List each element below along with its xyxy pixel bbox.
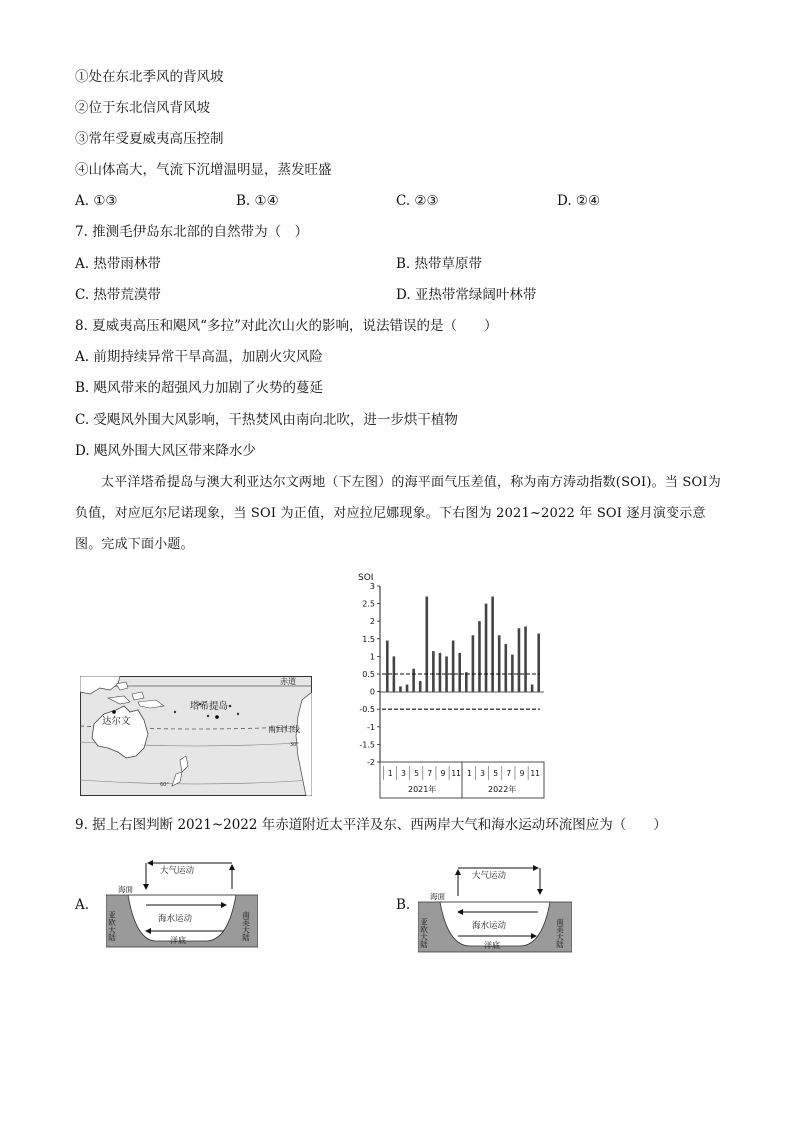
x-tick-label: 7	[427, 769, 433, 778]
y-tick-label: 0	[369, 687, 375, 697]
y-tick-label: -1.5	[359, 740, 375, 750]
diagram-b-surface-label: 海面	[430, 892, 445, 901]
q6-item-2: ②位于东北信风背风坡	[75, 100, 210, 116]
q9-option-b-label[interactable]: B.	[396, 897, 411, 913]
y-tick-label: -0.5	[359, 705, 375, 715]
soi-bar	[478, 621, 481, 691]
diagram-a-surface-label: 海面	[118, 885, 133, 894]
soi-bar	[485, 604, 488, 692]
passage-line-3: 图。完成下面小题。	[75, 537, 194, 552]
soi-bar	[425, 597, 428, 692]
y-tick-label: -1	[367, 722, 375, 732]
x-tick-label: 5	[414, 769, 420, 778]
q9-option-a-label[interactable]: A.	[75, 897, 90, 913]
equator-label: 赤道	[280, 677, 296, 686]
diagram-b-ocean-label: 海水运动	[472, 921, 507, 931]
q6-item-1: ①处在东北季风的背风坡	[75, 69, 224, 85]
year-label-2022: 2022年	[488, 785, 517, 794]
q7-option-d[interactable]: D. 亚热带常绿阔叶林带	[396, 287, 537, 303]
circulation-diagram-a[interactable]	[106, 855, 258, 951]
soi-bar	[511, 655, 514, 692]
y-tick-label: 0.5	[362, 670, 375, 679]
y-tick-label: 3	[369, 582, 375, 591]
pacific-map	[80, 676, 312, 796]
soi-bar	[419, 681, 422, 692]
diagram-b-east-label: 南美大陆	[555, 918, 565, 948]
q7-option-b[interactable]: B. 热带草原带	[396, 256, 483, 272]
q6-option-d[interactable]: D. ②④	[557, 193, 601, 209]
lat60-label: 60°	[160, 782, 169, 788]
q6-item-4: ④山体高大，气流下沉增温明显，蒸发旺盛	[75, 162, 332, 178]
q6-option-a[interactable]: A. ①③	[75, 193, 118, 209]
diagram-a-west-label: 亚欧大陆	[107, 911, 117, 941]
soi-bar	[432, 651, 435, 691]
q6-option-c[interactable]: C. ②③	[396, 193, 439, 209]
soi-chart-svg	[352, 570, 550, 800]
soi-bar	[412, 669, 415, 692]
darwin-label: 达尔文	[102, 716, 131, 727]
diagram-b-west-label: 亚欧大陆	[419, 918, 429, 948]
soi-bar	[452, 641, 455, 692]
soi-bar	[531, 685, 534, 692]
q8-option-b[interactable]: B. 飓风带来的超强风力加剧了火势的蔓延	[75, 380, 324, 396]
soi-bar	[399, 686, 402, 691]
chart-ylabel: SOI	[358, 573, 374, 583]
tropic-label: 南回归线	[268, 725, 300, 734]
q7-option-a[interactable]: A. 热带雨林带	[75, 256, 161, 272]
circulation-diagram-b[interactable]	[418, 858, 572, 954]
soi-bar	[458, 653, 461, 692]
q8-option-d[interactable]: D. 飓风外围大风区带来降水少	[75, 443, 256, 459]
passage-line-2: 为负值，对应厄尔尼诺现象，当 SOI 为正值，对应拉尼娜现象。下右图为 2021~2022 年 SOI 逐月演变示意	[75, 475, 721, 521]
q8-option-c[interactable]: C. 受飓风外围大风影响，干热焚风由南向北吹，进一步烘干植物	[75, 412, 458, 428]
tahiti-label: 塔希提岛	[190, 701, 229, 712]
soi-bar	[406, 685, 409, 692]
x-tick-label: 11	[530, 769, 540, 778]
diagram-a-east-label: 南美大陆	[241, 911, 251, 941]
diagram-a-bottom-label: 洋底	[170, 936, 186, 945]
x-tick-label: 9	[440, 769, 446, 778]
x-tick-label: 3	[480, 769, 485, 778]
soi-bar	[439, 653, 442, 692]
y-tick-label: -2	[367, 758, 375, 767]
q7-option-c[interactable]: C. 热带荒漠带	[75, 287, 161, 303]
x-tick-label: 1	[387, 769, 393, 778]
y-tick-label: 1.5	[362, 634, 375, 644]
x-tick-label: 9	[519, 769, 525, 778]
y-tick-label: 2.5	[362, 599, 375, 609]
darwin-marker	[112, 710, 116, 714]
x-tick-label: 7	[506, 769, 512, 778]
passage-line-1: 太平洋塔希提岛与澳大利亚达尔文两地（下左图）的海平面气压差值，称为南方涛动指数(SOI)。当 SOI	[101, 475, 708, 490]
q6-item-3: ③常年受夏威夷高压控制	[75, 131, 224, 147]
soi-bar	[491, 597, 494, 692]
diagram-b-atm-label: 大气运动	[472, 871, 507, 881]
diagram-b-bottom-label: 洋底	[484, 941, 500, 950]
x-tick-label: 1	[466, 769, 472, 778]
soi-chart	[352, 570, 550, 800]
lat30-label: 30°	[290, 742, 299, 748]
map-figure	[80, 676, 312, 796]
q9-stem: 9. 据上右图判断 2021~2022 年赤道附近太平洋及东、西两岸大气和海水运动环流图应为（ ）	[75, 817, 667, 833]
diagram-a-ocean-label: 海水运动	[158, 914, 193, 924]
soi-bar	[386, 641, 389, 692]
soi-bar	[498, 635, 501, 691]
q8-option-a[interactable]: A. 前期持续异常干旱高温，加剧火灾风险	[75, 349, 323, 365]
y-tick-label: 2	[369, 617, 375, 627]
diagram-a-atm-label: 大气运动	[160, 866, 195, 876]
soi-bar	[518, 628, 521, 691]
y-tick-label: 1	[369, 652, 375, 662]
soi-bar	[504, 644, 507, 692]
soi-bar	[524, 626, 527, 691]
soi-bar	[472, 635, 475, 691]
x-tick-label: 11	[451, 769, 461, 778]
year-label-2021: 2021年	[408, 785, 437, 794]
x-tick-label: 5	[493, 769, 499, 778]
soi-bar	[465, 672, 468, 691]
q8-stem: 8. 夏威夷高压和飓风“多拉”对此次山火的影响，说法错误的是（ ）	[75, 318, 498, 334]
q6-option-b[interactable]: B. ①④	[236, 193, 279, 209]
q7-stem: 7. 推测毛伊岛东北部的自然带为（ ）	[75, 224, 309, 240]
passage	[75, 467, 725, 560]
x-tick-label: 3	[401, 769, 406, 778]
soi-bar	[537, 634, 540, 692]
tahiti-marker	[215, 715, 219, 719]
